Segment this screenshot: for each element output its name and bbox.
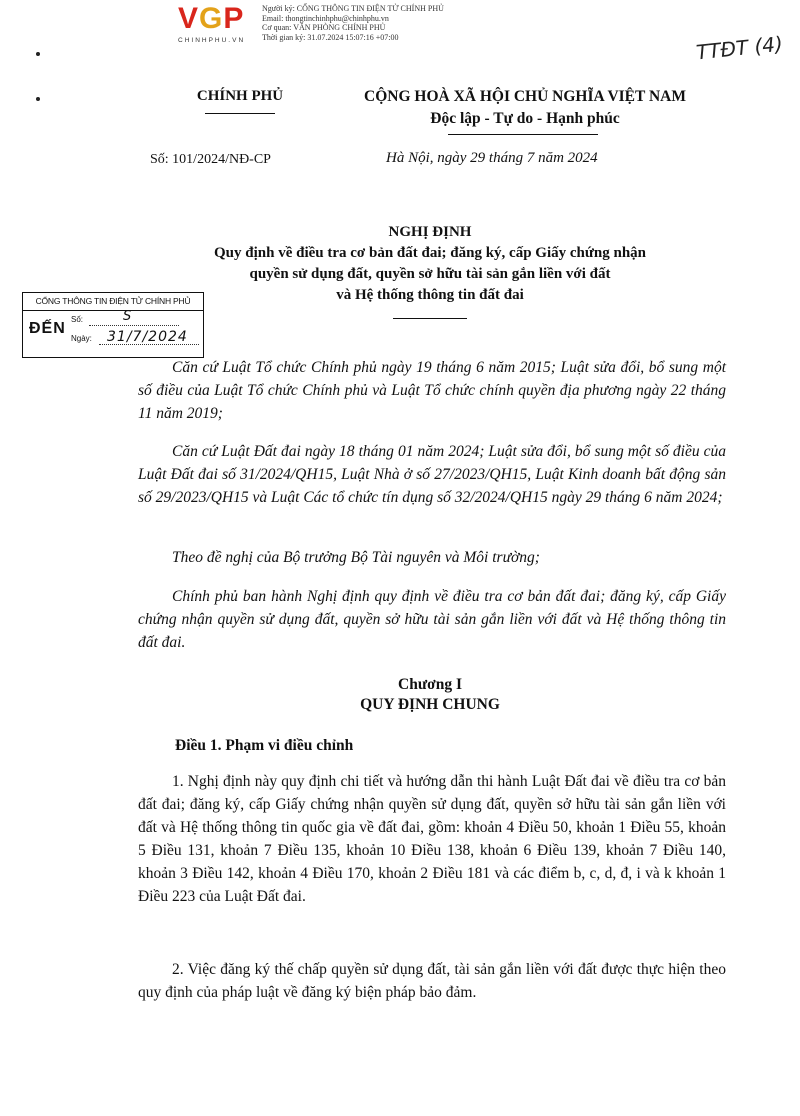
- national-motto: Độc lập - Tự do - Hạnh phúc: [430, 110, 620, 127]
- document-number: Số: 101/2024/NĐ-CP: [150, 152, 271, 167]
- scan-dot: [36, 52, 40, 56]
- clause-block: [138, 770, 726, 908]
- clause-paragraph: 2. Việc đăng ký thế chấp quyền sử dụng đất, tài sản gắn liền với đất được thực hiện theo quy định của pháp luật về đăng ký biện pháp bảo đảm.: [138, 961, 726, 1001]
- issuer-underline: [205, 113, 275, 114]
- digital-signature-info: [262, 4, 444, 42]
- chapter-title: QUY ĐỊNH CHUNG: [360, 696, 500, 713]
- place-date: Hà Nội, ngày 29 tháng 7 năm 2024: [386, 150, 598, 166]
- preamble-block: [138, 356, 726, 425]
- receipt-stamp: [22, 292, 204, 358]
- preamble-paragraph: Căn cứ Luật Đất đai ngày 18 tháng 01 năm 2024; Luật sửa đổi, bổ sung một số điều của Luật Đất đai số 31/2024/QH15, Luật Nhà ở số 27/2023/QH15, Luật Kinh doanh bất động sản số 29/2023/QH15 và Luật Các tổ chức tín dụng số 32/2024/QH15 ngày 29 tháng 6 năm 2024;: [138, 443, 726, 506]
- stamp-org: CỔNG THÔNG TIN ĐIỆN TỬ CHÍNH PHỦ: [23, 293, 203, 311]
- preamble-paragraph: Chính phủ ban hành Nghị định quy định về điều tra cơ bản đất đai; đăng ký, cấp Giấy chứng nhận quyền sử dụng đất, quyền sở hữu tài sản gắn liền với đất và Hệ thống thông tin đất đai.: [138, 588, 726, 651]
- preamble-block: [138, 546, 726, 569]
- clause-block: [138, 958, 726, 1004]
- handwritten-mark: TTĐT (4): [694, 31, 784, 65]
- motto-underline: [448, 134, 598, 135]
- chapter-label: Chương I: [398, 676, 462, 693]
- stamp-den: ĐẾN: [29, 320, 66, 337]
- title-line: quyền sử dụng đất, quyền sở hữu tài sản gắn liền với đất: [249, 266, 611, 282]
- stamp-date-label: Ngày:: [71, 334, 92, 343]
- stamp-number-line: [89, 325, 179, 326]
- stamp-number-value: S: [123, 309, 132, 324]
- vgp-logo: VGP: [178, 2, 245, 35]
- agency-line: Cơ quan: VĂN PHÒNG CHÍNH PHỦ: [262, 23, 386, 32]
- preamble-block: [138, 440, 726, 509]
- document-type: NGHỊ ĐỊNH: [388, 224, 472, 240]
- title-line: và Hệ thống thông tin đất đai: [336, 287, 524, 303]
- article-title: Điều 1. Phạm vi điều chỉnh: [175, 737, 354, 754]
- preamble-paragraph: Theo đề nghị của Bộ trưởng Bộ Tài nguyên và Môi trường;: [172, 549, 540, 566]
- signed-time-line: Thời gian ký: 31.07.2024 15:07:16 +07:00: [262, 32, 399, 42]
- clause-paragraph: 1. Nghị định này quy định chi tiết và hướng dẫn thi hành Luật Đất đai về điều tra cơ bản đất đai; đăng ký, cấp Giấy chứng nhận quyền sử dụng đất, quyền sở hữu tài sản gắn liền với đất và Hệ thống thông tin quốc gia về đất đai, gồm: khoản 4 Điều 50, khoản 1 Điều 55, khoản 5 Điều 131, khoản 7 Điều 135, khoản 10 Điều 138, khoản 6 Điều 139, khoản 7 Điều 140, khoản 3 Điều 142, khoản 4 Điều 170, khoản 2 Điều 181 và các điểm b, c, d, đ, i và k khoản 1 Điều 223 của Luật Đất đai.: [138, 773, 726, 905]
- stamp-number-label: Số:: [71, 315, 84, 324]
- nation-name: CỘNG HOÀ XÃ HỘI CHỦ NGHĨA VIỆT NAM: [364, 88, 686, 105]
- stamp-date-value: 31/7/2024: [107, 329, 188, 345]
- vgp-logo-subtitle: CHINHPHU.VN: [178, 37, 246, 44]
- preamble-paragraph: Căn cứ Luật Tổ chức Chính phủ ngày 19 tháng 6 năm 2015; Luật sửa đổi, bổ sung một số điều của Luật Tổ chức Chính phủ và Luật Tổ chức chính quyền địa phương ngày 22 tháng 11 năm 2019;: [138, 359, 726, 422]
- signer-line: Người ký: CỔNG THÔNG TIN ĐIỆN TỬ CHÍNH PHỦ: [262, 4, 444, 13]
- title-underline: [393, 318, 467, 319]
- email-line: Email: thongtinchinhphu@chinhphu.vn: [262, 13, 389, 23]
- preamble-block: [138, 585, 726, 654]
- scan-dot: [36, 97, 40, 101]
- title-line: Quy định về điều tra cơ bản đất đai; đăng ký, cấp Giấy chứng nhận: [214, 245, 646, 261]
- issuer-name: CHÍNH PHỦ: [196, 88, 284, 104]
